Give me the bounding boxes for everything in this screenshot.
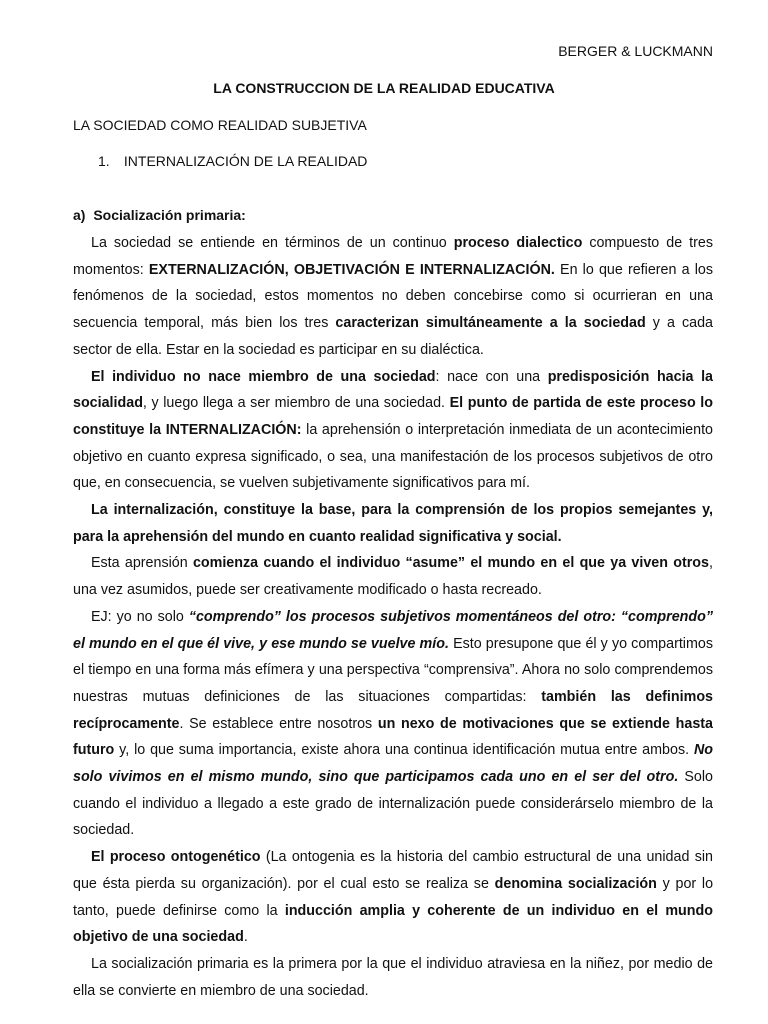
text-run: denomina socialización bbox=[494, 875, 657, 892]
text-run: : nace con una bbox=[435, 368, 548, 385]
author-header: BERGER & LUCKMANN bbox=[558, 43, 713, 59]
subheading bbox=[73, 207, 246, 223]
text-run: y, lo que suma importancia, existe ahora una continua identificación mutua entre ambos. bbox=[114, 742, 694, 759]
text-run: No solo vivimos en el mismo mundo, sino que participamos cada uno en el ser del otro. bbox=[73, 742, 713, 786]
paragraph bbox=[73, 550, 713, 603]
text-run: comienza cuando el individuo “asume” el mundo en el que ya viven otros bbox=[192, 555, 709, 572]
text-run: compuesto de tres momentos: bbox=[73, 235, 713, 278]
text-run: también las definimos recíprocamente bbox=[73, 688, 714, 732]
subheading-letter: a) bbox=[73, 207, 86, 223]
paragraph bbox=[73, 604, 713, 844]
paragraph bbox=[73, 951, 713, 1004]
text-run: La socialización primaria es la primera por la que el individuo atraviesa en la niñez, por medio de ella se convierte en miembro de una sociedad. bbox=[73, 955, 713, 999]
text-run: , una vez asumidos, puede ser creativamente modificado o hasta recreado. bbox=[73, 555, 713, 599]
text-run: inducción amplia y coherente de un individuo en el mundo objetivo de una sociedad bbox=[73, 902, 713, 946]
document-title: LA CONSTRUCCION DE LA REALIDAD EDUCATIVA bbox=[213, 80, 555, 96]
text-run: Solo cuando el individuo a llegado a este grado de internalización puede considerárselo miembro de la sociedad. bbox=[73, 769, 713, 839]
text-run: predisposición hacia la socialidad bbox=[73, 368, 713, 412]
paragraph bbox=[73, 497, 713, 550]
text-run: Esto presupone que él y yo compartimos el tiempo en una forma más efímera y una perspectiva “comprensiva”. Ahora no solo comprendemos nuestras mutuas definiciones de las situaciones compartidas: bbox=[73, 635, 713, 705]
text-run: EXTERNALIZACIÓN, OBJETIVACIÓN E INTERNALIZACIÓN. bbox=[148, 261, 555, 278]
paragraph bbox=[73, 364, 713, 498]
text-run: y por lo tanto, puede definirse como la bbox=[73, 875, 714, 919]
subsection-title: INTERNALIZACIÓN DE LA REALIDAD bbox=[123, 153, 368, 169]
text-run: La sociedad se entiende en términos de un continuo bbox=[91, 235, 454, 251]
text-run: caracterizan simultáneamente a la sociedad bbox=[335, 315, 646, 332]
text-run: (La ontogenia es la historia del cambio estructural de una unidad sin que ésta pierda su organización). por el cual esto se realiza se bbox=[73, 849, 713, 892]
text-run: un nexo de motivaciones que se extiende hasta futuro bbox=[73, 715, 713, 759]
text-run: El proceso ontogenético bbox=[91, 849, 261, 866]
text-run: “comprendo” los procesos subjetivos momentáneos del otro: “comprendo” el mundo en el que él vive, y ese mundo se vuelve mío. bbox=[73, 608, 714, 652]
text-run: y a cada sector de ella. Estar en la sociedad es participar en su dialéctica. bbox=[73, 315, 713, 358]
paragraph bbox=[73, 844, 713, 951]
text-run: Esta aprensión bbox=[91, 555, 193, 572]
text-run: , y luego llega a ser miembro de una sociedad. bbox=[142, 395, 450, 412]
text-run: . bbox=[243, 929, 248, 946]
subsection-number: 1. bbox=[98, 153, 110, 169]
text-run: La internalización, constituye la base, para la comprensión de los propios semejantes y, para la aprehensión del mundo en cuanto realidad significativa y social. bbox=[73, 502, 713, 545]
text-run: proceso dialectico bbox=[453, 235, 583, 251]
text-run: EJ: yo no solo bbox=[91, 608, 189, 625]
subheading-text: Socialización primaria: bbox=[93, 207, 246, 223]
text-run: El individuo no nace miembro de una sociedad bbox=[91, 368, 436, 385]
text-run: En lo que refieren a los fenómenos de la sociedad, estos momentos no deben concebirse como si ocurrieran en una secuencia temporal, más bien los tres bbox=[73, 261, 713, 332]
text-run: . Se establece entre nosotros bbox=[179, 715, 378, 732]
paragraph bbox=[73, 230, 713, 364]
section-title: LA SOCIEDAD COMO REALIDAD SUBJETIVA bbox=[73, 117, 367, 133]
text-run: El punto de partida de este proceso lo constituye la INTERNALIZACIÓN: bbox=[73, 395, 713, 438]
text-run: la aprehensión o interpretación inmediata de un acontecimiento objetivo en cuanto expresa significado, o sea, una manifestación de los procesos subjetivos de otro que, en consecuencia, se vuelven subjetivamente significativos para mí. bbox=[73, 421, 713, 492]
body-text bbox=[73, 230, 713, 1004]
subsection-heading bbox=[98, 153, 367, 169]
